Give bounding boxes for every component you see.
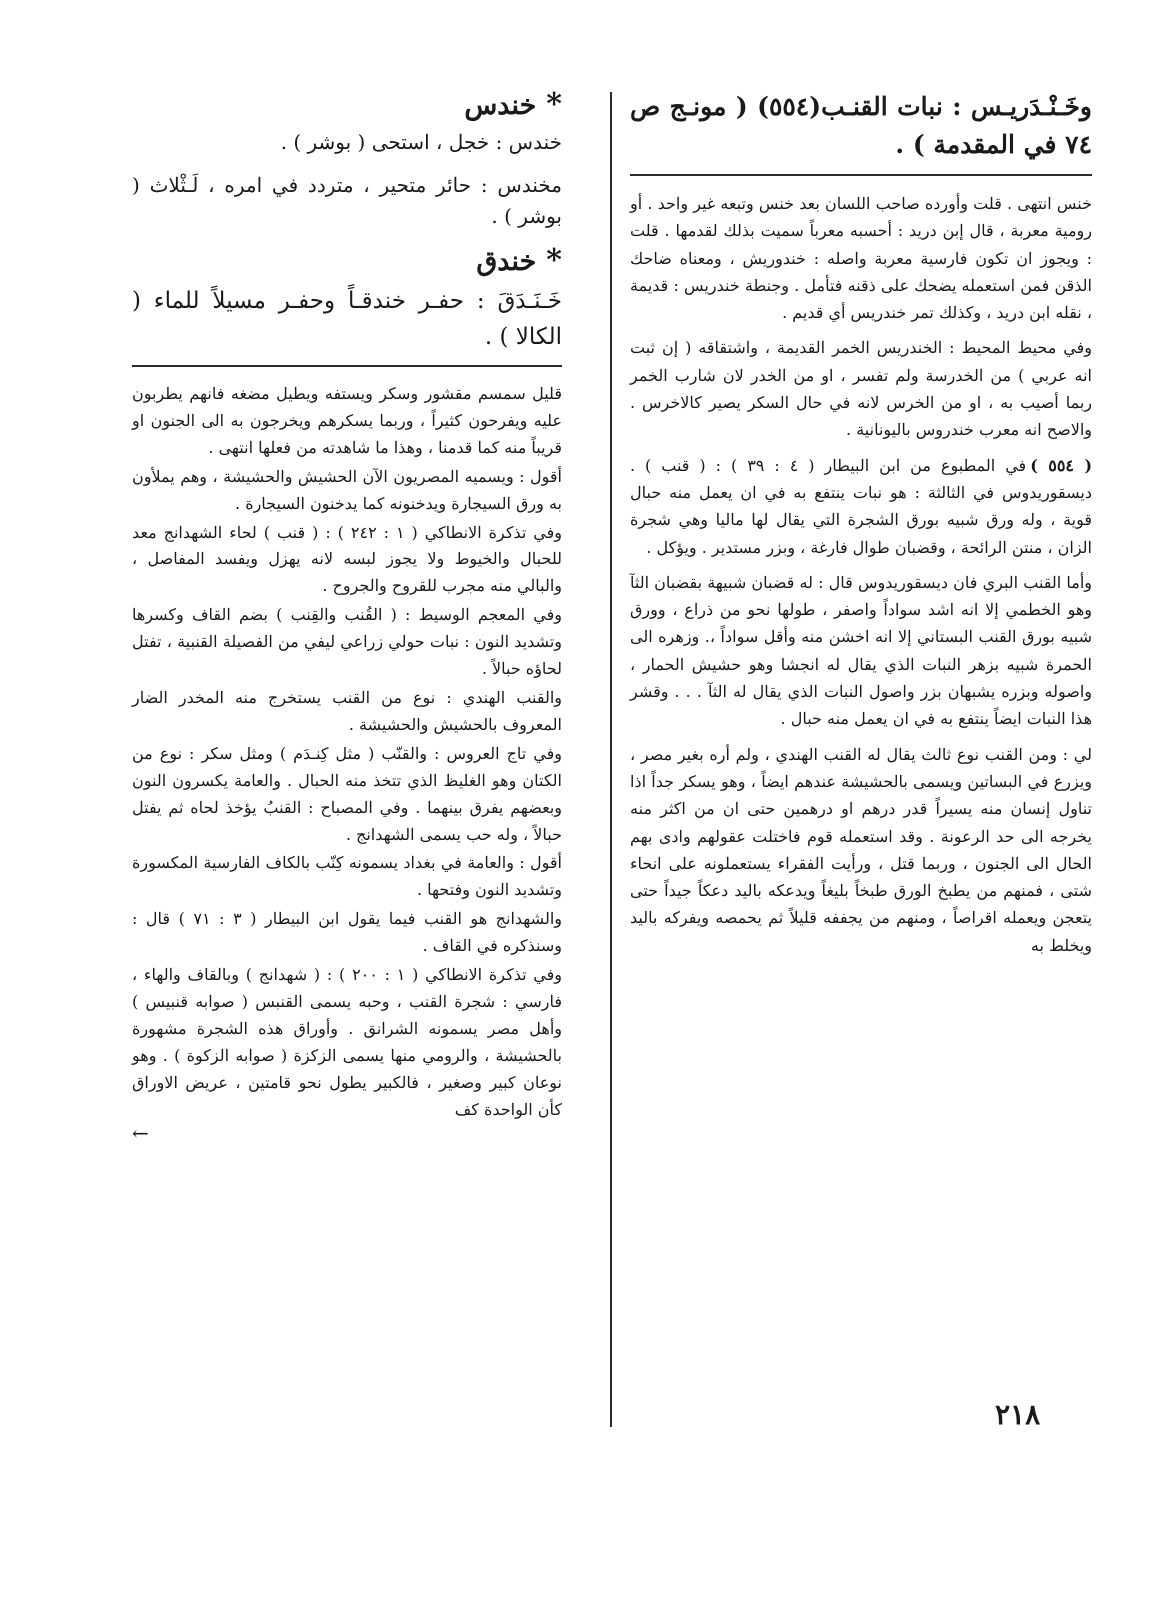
continuation-arrow-icon: ← [132,1121,149,1146]
definition-khandaq: خَـنَـدَقَ : حفـر خندقـاً وحفـر مسيلاً للماء ( الكالا ) . [132,288,562,350]
footnote-left-p1: قليل سمسم مقشور وسكر ويستفه ويطيل مضغه فانهم يطربون عليه ويفرحون كثيراً ، وربما يسكرهم ويخرجون به الى الجنون او قريباً منه كما قدمنا ، وهذا ما شاهدته من فعلها انتهى . [132,384,562,457]
main-entry-khandaris: وخَـنْـدَريـس : نبات القنـب(٥٥٤) ( مونـج ص ٧٤ في المقدمة ) . [630,92,1092,159]
footnote-554-p3: لي : ومن القنب نوع ثالث يقال له القنب الهندي ، ولم أره بغير مصر ، ويزرع في البساتين ويسمى بالحشيشة عندهم ايضاً ، وهو يسكر جداً اذا تناول إنسان منه يسيراً قدر درهم او درهمين حتى ان من اكثر منه يخرجه الى حد الرعونة . وقد استعمله قوم فاختلت عقولهم وادى بهم الحال الى الجنون ، وربما قتل ، ورأيت الفقراء يستعملونه على انحاء شتى ، فمنهم من يطبخ الورق طبخاً بليغاً ويدعكه باليد دعكاً جيداً حتى يتعجن ويعمله اقراصاً ، ومنهم من يجففه قليلاً ثم يحمصه ويفركه باليد ويخلط به [630,744,1093,955]
column-divider-rule [630,174,1092,176]
footnote-continuation-p2: وفي محيط المحيط : الخندريس الخمر القديمة ، واشتقاقه ( إن ثبت انه عربي ) من الخدرسة ولم تفسر ، او من الخدر لان شارب الخمر ربما أصيب به ، او من الخرس لانه في حال السكر يصير كالاخرس . والاصح انه معرب خندروس باليونانية . [630,338,1092,440]
footnote-554-p2: وأما القنب البري فان ديسقوريدوس قال : له قضبان شبيهة بقضبان الثآ وهو الخطمي إلا انه اشد سواداً واصفر ، طولها نحو من ذراع ، وورق شبيه بورق القنب البستاني إلا انه اخشن منه وأقل سواداً ،. وزهره الى الحمرة شبيه بزهر النبات الذي يقال له انجشا وهو حشيش الحمار ، واصوله وبزره يشبهان بزر واصول النبات الذي يقال له الثآ . . . وقشر هذا النبات ايضاً ينتفع به في ان يعمل منه حبال . [630,572,1092,729]
footnote-left-p7: أقول : والعامة في بغداد يسمونه كِنّب بالكاف الفارسية المكسورة وتشديد النون وفتحها . [132,853,562,900]
footnote-left-p3: وفي تذكرة الانطاكي ( ١ : ٢٤٢ ) : ( قنب ) لحاء الشهدانج معد للحبال والخيوط ولا يجوز لبسه لانه يهزل ويفسد المفاصل ، والبالي منه مجرب للقروح والجروح . [132,522,563,596]
footnote-continuation-p1: خنس انتهى . قلت وأورده صاحب اللسان بعد خنس وتبعه غير واحد . أو رومية معربة ، قال إبن دريد : أحسبه معرباً سميت بذلك لقدمها . قلت : ويجوز ان تكون فارسية معربة واصله : خندوريش ، ومعناه ضاحك الذقن فمن استعمله يضحك على ذقنه فتأمل . وجنطة خندريس : قديمة ، نقله ابن دريد ، وكذلك تمر خندريس أي قديم . [630,194,1092,323]
definition-khandas: خندس : خجل ، استحى ( بوشر ) . [280,130,562,154]
footnote-left-p6: وفي تاج العروس : والقنّب ( مثل كِنـدَم ) ومثل سكر : نوع من الكتان وهو الغليظ الذي تتخذ منه الحبال . والعامة يكسرون النون وبعضهم يفرق بينهما . وفي المصباح : القنبُ يؤخذ لحاه ثم يفتل حبالاً ، وله حب يسمى الشهدانج . [132,743,562,844]
footnote-left-p5: والقنب الهندي : نوع من القنب يستخرج منه المخدر الضار المعروف بالحشيش والحشيشة . [132,687,562,734]
definition-mukhandas: مخندس : حائر متحير ، متردد في امره ، لَـثْلاث ( بوشر ) . [132,173,562,228]
page-number: ٢١٨ [995,1398,1041,1431]
footnote-left-p8: والشهدانج هو القنب فيما يقول ابن البيطار ( ٣ : ٧١ ) قال : وسنذكره في القاف . [132,909,562,956]
footnote-left-p2: أقول : ويسميه المصريون الآن الحشيش والحشيشة ، وهم يملأون به ورق السيجارة ويدخنونه كما يدخنون السيجارة . [132,466,562,513]
entry-heading-khandas: *خندس [464,87,562,122]
entry-heading-khandaq: *خندق [476,243,562,278]
footnote-554-text: في المطبوع من ابن البيطار ( ٤ : ٣٩ ) : ( قنب ) . ديسقوريدوس في الثالثة : هو نبات ينتفع به في ان يعمل منه حبال قوية ، وله ورق شبيه بورق الشجرة التي يقال لها ماليا وهي شجرة الزان ، منتن الرائحة ، وقضبان طوال فارغة ، وبزر مستدير . ويؤكل . [630,455,1092,557]
footnote-554-p1 [630,452,1092,561]
left-column [132,87,563,1146]
star-icon: * [546,243,562,278]
footnote-left-p9: وفي تذكرة الانطاكي ( ١ : ٢٠٠ ) : ( شهدانج ) وبالقاف والهاء ، فارسي : شجرة القنب ، وحبه يسمى القنبس ( صوابه قنبيس ) وأهل مصر يسمونه الشرانق . وأوراق هذه الشجرة مشهورة بالحشيشة ، والرومي منها يسمى الزكزة ( صوابه الزكوة ) . وهو نوعان كبير وصغير ، فالكبير يطول نحو قامتين ، عريض الاوراق كأن الواحدة كف [132,965,563,1119]
right-column [630,88,1092,967]
footnote-marker: ( ٥٥٤ ) [1030,455,1093,475]
star-icon: * [546,87,562,122]
column-divider-rule [132,365,562,367]
footnote-left-p4: وفي المعجم الوسيط : ( القُنب والقِنب ) بضم القاف وكسرها وتشديد النون : نبات حولي زراعي ليفي من الفصيلة القنبية ، تفتل لحاؤه حبالاً . [132,605,562,679]
center-column-rule [610,92,612,1427]
